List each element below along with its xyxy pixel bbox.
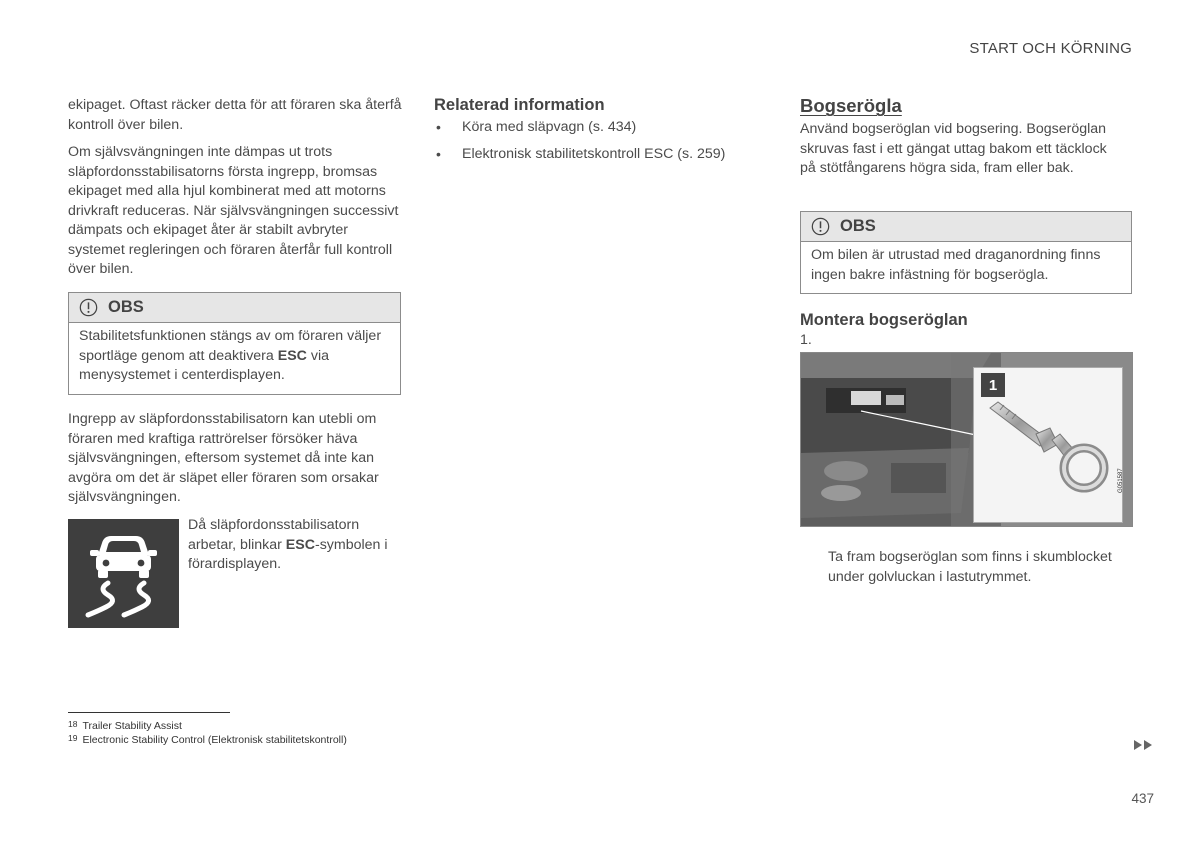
obs-label: OBS xyxy=(840,217,876,235)
footnote-text: Electronic Stability Control (Elektronisk stabilitetskontroll) xyxy=(82,734,347,746)
step-number: 1. xyxy=(800,332,812,348)
footnote-number: 19 xyxy=(68,733,78,743)
caption-text-start: Då släpfordonsstabilisatorn arbetar, blinkar xyxy=(188,517,360,553)
obs-text-end: via menysystemet i centerdisplayen. xyxy=(79,347,329,383)
footnote-number: 18 xyxy=(68,719,78,729)
footnote-divider xyxy=(68,712,230,713)
left-paragraph-3: Ingrepp av släpfordonsstabilisatorn kan utebli om föraren med kraftiga rattrörelser försöker häva självsvängningen, eftersom systemet då inte kan avgöra om det är släpet eller föraren som orsakar självsvängningen. xyxy=(68,411,379,505)
esc-term: ESC xyxy=(285,536,315,553)
obs-header xyxy=(801,212,1131,242)
step-1-text: Ta fram bogseröglan som finns i skumblocket under golvluckan i lastutrymmet. xyxy=(828,549,1112,585)
towing-eye-heading: Bogserögla xyxy=(800,95,902,116)
page-number: 437 xyxy=(1131,791,1154,806)
section-title: START OCH KÖRNING xyxy=(969,40,1132,57)
double-triangle-right-icon xyxy=(1134,737,1154,755)
obs-label: OBS xyxy=(108,298,144,316)
related-link-esc[interactable]: • Elektronisk stabilitetskontroll ESC (s. 259) xyxy=(434,145,769,165)
esc-icon-caption xyxy=(188,516,403,575)
related-link-towing[interactable]: • Köra med släpvagn (s. 434) xyxy=(434,118,769,138)
obs-header xyxy=(69,293,400,323)
image-code: G051587 xyxy=(1118,468,1124,493)
image-callout-1: 1 xyxy=(981,373,1005,397)
obs-box-left xyxy=(68,292,401,395)
related-links-list xyxy=(434,118,769,171)
esc-term: ESC xyxy=(277,347,307,364)
stability-control-skid-icon xyxy=(68,519,179,628)
obs-body xyxy=(69,323,400,394)
info-icon xyxy=(79,298,98,317)
mount-towing-eye-heading: Montera bogseröglan xyxy=(800,311,968,329)
info-icon xyxy=(811,217,830,236)
obs-box-right xyxy=(800,211,1132,294)
left-paragraph-1: ekipaget. Oftast räcker detta för att föraren ska återfå kontroll över bilen. xyxy=(68,97,402,133)
footnote-19 xyxy=(68,731,347,747)
caption-text-end: -symbolen i förardisplayen. xyxy=(188,536,388,572)
related-info-heading: Relaterad information xyxy=(434,96,605,114)
left-paragraph-2: Om självsvängningen inte dämpas ut trots släpfordonsstabilisatorns första ingrepp, bromsas ekipaget med alla hjul kombinerat med att motorns drivkraft reduceras. När självsvängningen successivt dämpats och ekipaget åter är stabilt avbryter systemet regleringen och föraren återfår full kontroll över bilen. xyxy=(68,144,399,277)
towing-eye-intro: Använd bogseröglan vid bogsering. Bogseröglan skruvas fast i ett gängat uttag bakom ett täcklock på stötfångarens högra sida, fram eller bak. xyxy=(800,121,1107,176)
obs-body: Om bilen är utrustad med draganordning finns ingen bakre infästning för bogserögla. xyxy=(811,247,1101,283)
obs-text-start: Stabilitetsfunktionen stängs av om föraren väljer sportläge genom att deaktivera xyxy=(79,328,382,364)
footnote-text: Trailer Stability Assist xyxy=(82,720,182,732)
